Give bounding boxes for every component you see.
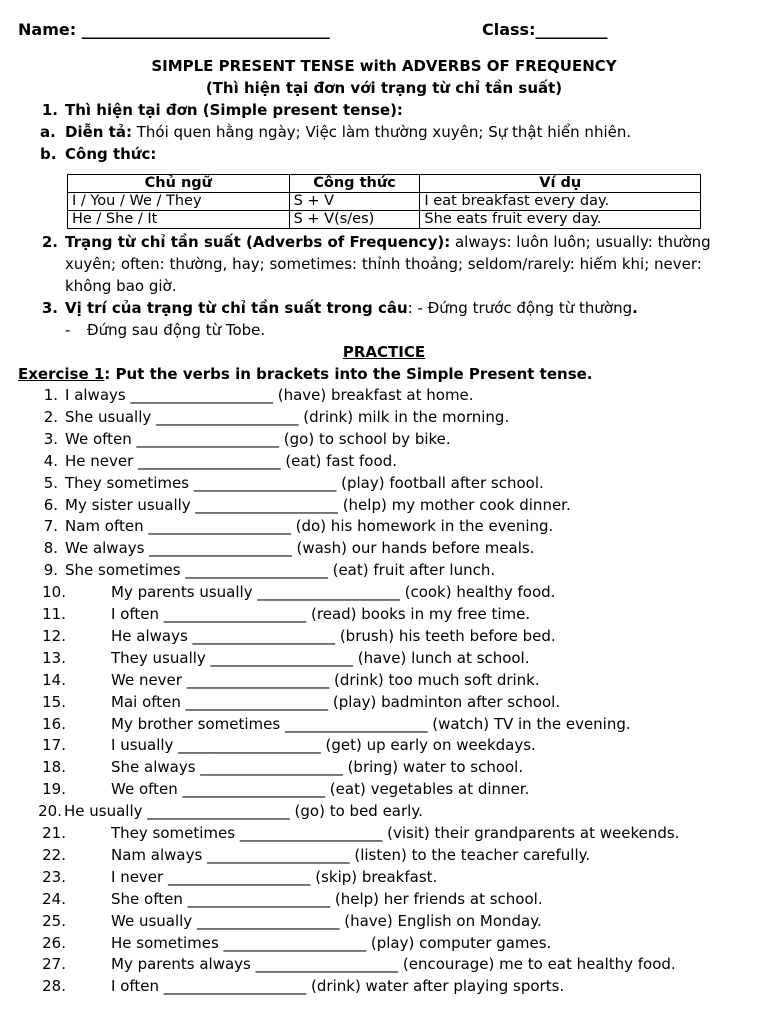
item-number: 10. (42, 583, 66, 602)
item-text[interactable]: We often ___________________ (go) to school by bike. (65, 429, 451, 448)
section3-end: . (632, 299, 638, 317)
item-text[interactable]: Nam often ___________________ (do) his homework in the evening. (65, 517, 554, 536)
item-number: 28. (42, 977, 66, 996)
item-text[interactable]: I always ___________________ (have) breakfast at home. (65, 386, 474, 404)
item-number: 17. (42, 736, 66, 755)
table-row (68, 193, 701, 211)
table-row (68, 211, 701, 229)
item-text[interactable]: I usually ___________________ (get) up early on weekdays. (111, 736, 536, 755)
class-blank[interactable]: _________ (535, 20, 608, 39)
item-number: 26. (42, 933, 66, 952)
class-field[interactable] (482, 20, 607, 39)
item-text[interactable]: Nam always ___________________ (listen) to the teacher carefully. (111, 845, 591, 864)
table-header-row (68, 175, 701, 193)
item-text[interactable]: She often ___________________ (help) her friends at school. (111, 889, 543, 908)
name-field[interactable] (18, 20, 330, 39)
item-number: 6. (43, 495, 58, 514)
item-number: 13. (42, 648, 66, 667)
item-text[interactable]: Mai often ___________________ (play) badminton after school. (111, 692, 561, 711)
section2-line2: xuyên; often: thường, hay; sometimes: thỉnh thoảng; seldom/rarely: hiếm khi; never: (65, 255, 702, 273)
item-text[interactable]: My brother sometimes ___________________ (watch) TV in the evening. (111, 714, 631, 733)
item-text[interactable]: I often ___________________ (read) books in my free time. (111, 605, 531, 623)
item-number: 23. (42, 867, 66, 886)
section2-line1-text: always: luôn luôn; usually: thường (450, 233, 711, 251)
section3-number: 3. (41, 299, 58, 317)
item-text[interactable]: They sometimes ___________________ (play) football after school. (65, 473, 544, 492)
item-number: 27. (42, 955, 66, 974)
item-text[interactable]: We always ___________________ (wash) our hands before meals. (65, 539, 535, 558)
table-header-cell: Công thức (289, 175, 420, 193)
item-number: 15. (42, 692, 66, 711)
section3-text: : - Đứng trước động từ thường (407, 299, 633, 317)
item-number: 4. (43, 451, 58, 470)
section1-heading: Thì hiện tại đơn (Simple present tense): (65, 101, 403, 119)
item-number: 5. (43, 473, 58, 492)
table-header-cell: Ví dụ (420, 175, 701, 193)
item-text[interactable]: We never ___________________ (drink) too much soft drink. (111, 670, 540, 689)
item-number: 24. (42, 889, 66, 908)
item-text[interactable]: He usually ___________________ (go) to bed early. (64, 802, 423, 821)
item-text[interactable]: My parents always ___________________ (encourage) me to eat healthy food. (111, 955, 676, 974)
name-blank[interactable]: _______________________________ (81, 20, 330, 39)
table-cell: He / She / It (68, 211, 290, 229)
item-number: 2. (43, 407, 58, 426)
item-text[interactable]: I never ___________________ (skip) breakfast. (111, 867, 438, 886)
item-number: 19. (42, 780, 66, 799)
item-number: 9. (43, 561, 58, 580)
item-text[interactable]: My sister usually ___________________ (help) my mother cook dinner. (65, 495, 571, 514)
exercise1-heading (18, 365, 593, 383)
section3-line (65, 299, 638, 317)
formula-table (67, 174, 701, 229)
practice-title: PRACTICE (342, 343, 426, 361)
item-text[interactable]: She sometimes ___________________ (eat) fruit after lunch. (65, 561, 496, 580)
item-number: 11. (42, 605, 66, 623)
section2-line3: không bao giờ. (65, 277, 177, 295)
item-number: 18. (42, 758, 66, 777)
worksheet-subtitle: (Thì hiện tại đơn với trạng từ chỉ tần suất) (205, 79, 563, 97)
item-text[interactable]: We often ___________________ (eat) vegetables at dinner. (111, 780, 530, 799)
section3-bold: Vị trí của trạng từ chỉ tần suất trong câu (65, 299, 408, 317)
section1-number: 1. (41, 101, 58, 119)
table-cell: S + V (289, 193, 420, 211)
exercise1-instruction: : Put the verbs in brackets into the Simple Present tense. (104, 365, 593, 383)
section1-a-line (65, 123, 631, 141)
section2-line1 (65, 233, 711, 251)
section2-number: 2. (41, 233, 58, 251)
item-number: 25. (42, 911, 66, 930)
item-text[interactable]: My parents usually ___________________ (cook) healthy food. (111, 583, 556, 602)
class-label: Class: (482, 20, 536, 39)
section3-sub-dash: - (65, 321, 71, 339)
section1-a-bold: Diễn tả: (65, 123, 132, 141)
item-number: 20. (38, 802, 62, 821)
item-text[interactable]: He sometimes ___________________ (play) computer games. (111, 933, 552, 952)
table-cell: I eat breakfast every day. (420, 193, 701, 211)
item-number: 7. (43, 517, 58, 536)
section1-b-bold: Công thức: (65, 145, 157, 163)
exercise1-label: Exercise 1 (18, 365, 105, 383)
item-text[interactable]: She always ___________________ (bring) water to school. (111, 758, 524, 777)
item-number: 1. (43, 386, 58, 404)
name-label: Name: (18, 20, 82, 39)
item-number: 22. (42, 845, 66, 864)
item-text[interactable]: They usually ___________________ (have) lunch at school. (111, 648, 530, 667)
item-text[interactable]: They sometimes ___________________ (visit) their grandparents at weekends. (111, 824, 680, 842)
section1-a-text: Thói quen hằng ngày; Việc làm thường xuyên; Sự thật hiển nhiên. (131, 123, 632, 141)
item-number: 16. (42, 714, 66, 733)
item-number: 8. (43, 539, 58, 558)
item-text[interactable]: I often ___________________ (drink) water after playing sports. (111, 977, 565, 996)
table-cell: I / You / We / They (68, 193, 290, 211)
item-text[interactable]: She usually ___________________ (drink) milk in the morning. (65, 407, 510, 426)
worksheet-title: SIMPLE PRESENT TENSE with ADVERBS OF FREQUENCY (151, 57, 617, 75)
item-number: 12. (42, 626, 66, 645)
section2-bold: Trạng từ chỉ tần suất (Adverbs of Frequency): (65, 233, 451, 251)
item-number: 3. (43, 429, 58, 448)
table-cell: S + V(s/es) (289, 211, 420, 229)
item-text[interactable]: He always ___________________ (brush) his teeth before bed. (111, 626, 556, 645)
item-text[interactable]: We usually ___________________ (have) English on Monday. (111, 911, 542, 930)
table-header-cell: Chủ ngữ (68, 175, 290, 193)
item-number: 21. (42, 824, 66, 842)
item-text[interactable]: He never ___________________ (eat) fast food. (65, 451, 397, 470)
section1-a-label: a. (40, 123, 56, 141)
table-cell: She eats fruit every day. (420, 211, 701, 229)
section1-b-label: b. (40, 145, 57, 163)
item-number: 14. (42, 670, 66, 689)
section3-sub-text: Đứng sau động từ Tobe. (87, 321, 266, 339)
